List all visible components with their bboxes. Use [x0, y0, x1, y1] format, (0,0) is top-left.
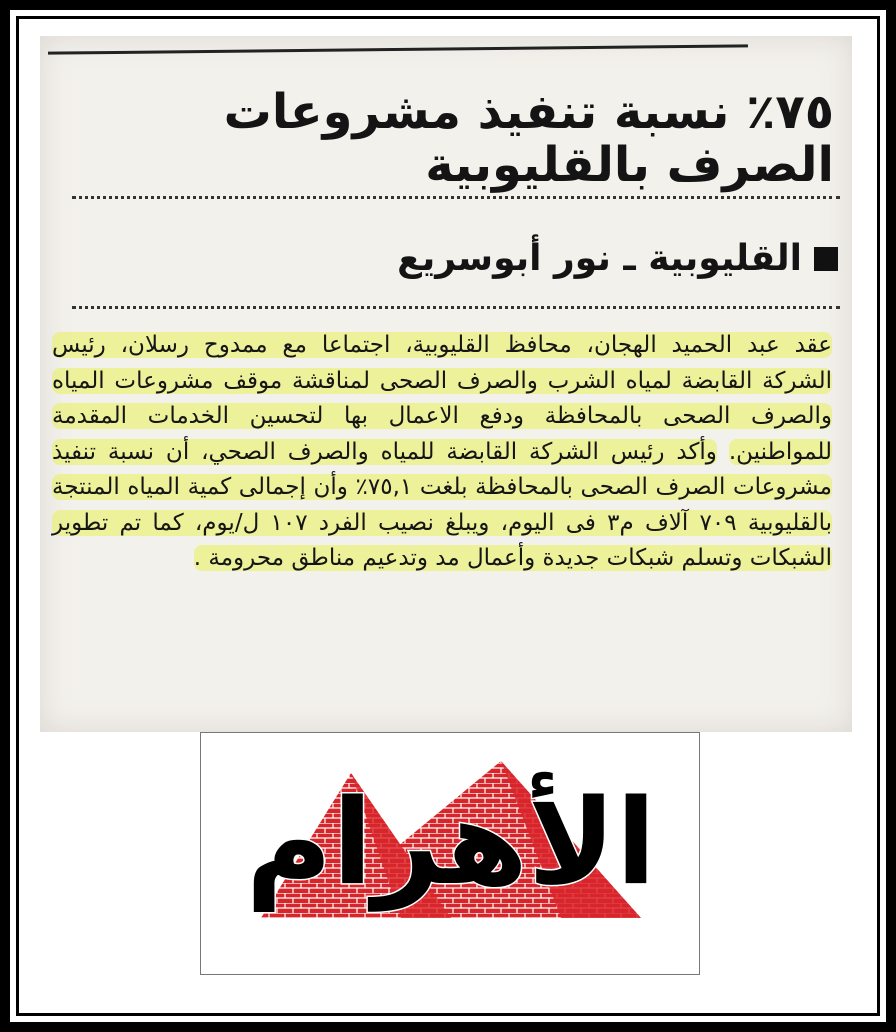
article-byline: القليوبية ـ نور أبوسريع	[397, 238, 802, 279]
top-rule	[48, 44, 748, 54]
article-headline: ٧٥٪ نسبة تنفيذ مشروعات الصرف بالقليوبية	[223, 84, 834, 193]
newspaper-clipping	[40, 36, 852, 732]
al-ahram-logo	[200, 732, 700, 975]
pyramids-logo-icon	[201, 733, 699, 974]
article-paragraph-1: عقد عبد الحميد الهجان، محافظ القليوبية، اجتماعا مع ممدوح رسلان، رئيس الشركة القابضة لمياه الشرب والصرف الصحى لمناقشة موقف مشروعات المياه والصرف الصحى بالمحافظة ودفع الاعمال بها لتحسين الخدمات المقدمة للمواطنين.	[52, 332, 833, 465]
dotted-divider-top	[72, 196, 840, 199]
article-body	[52, 328, 832, 577]
article-paragraph-2: وأكد رئيس الشركة القابضة للمياه والصرف الصحي، أن نسبة تنفيذ مشروعات الصرف الصحى بالمحافظة بلغت ٧٥,١٪ وأن إجمالى كمية المياه المنتجة بالقليوبية ٧٠٩ آلاف م٣ فى اليوم، ويبلغ نصيب الفرد ١٠٧ ل/يوم، كما تم تطوير الشبكات وتسلم شبكات جديدة وأعمال مد وتدعيم مناطق محرومة .	[52, 438, 832, 571]
dotted-divider-byline	[72, 306, 840, 309]
bullet-square-icon	[814, 247, 838, 271]
frame-mat	[10, 10, 886, 1022]
article-byline-row	[138, 238, 838, 279]
logo-wordmark: الأهرام	[245, 773, 657, 911]
